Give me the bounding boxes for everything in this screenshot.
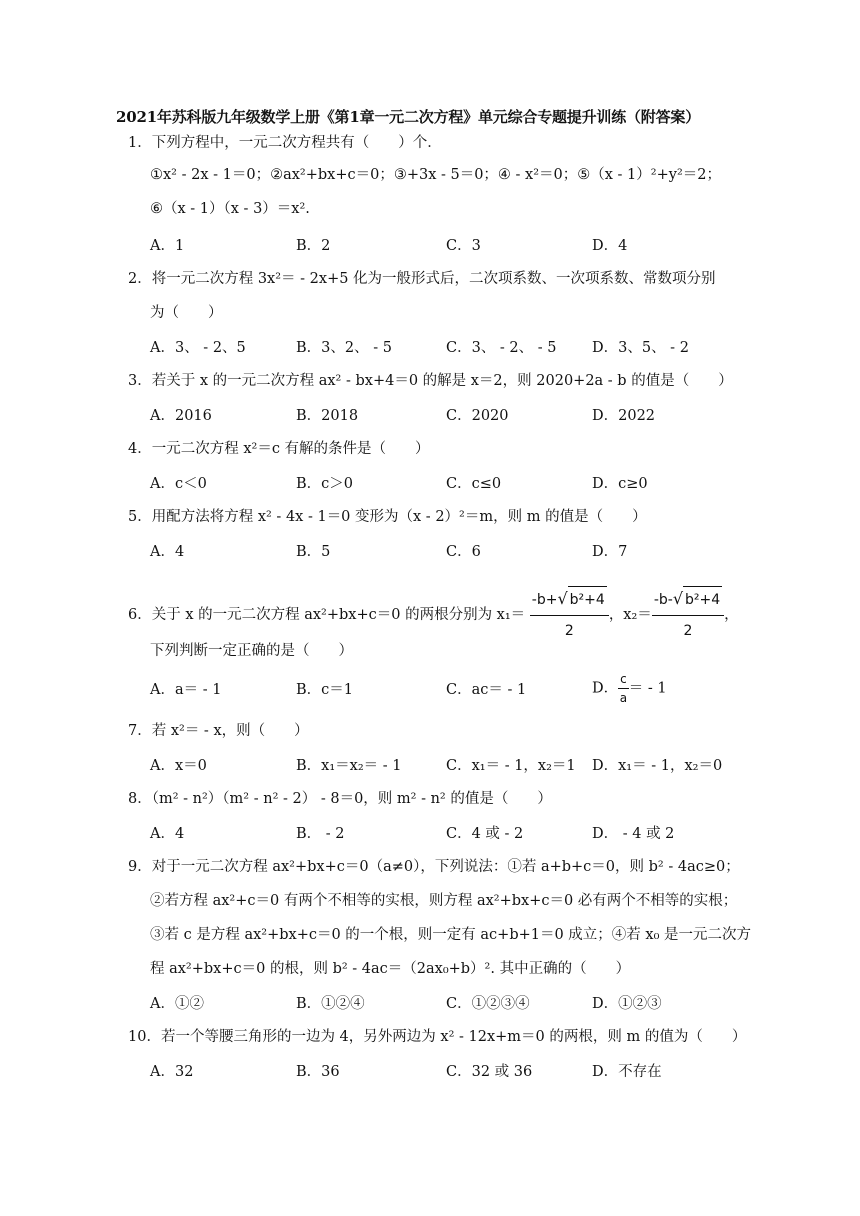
question-2-line-1: 为（ ） [150,305,223,321]
question-1 [128,132,738,154]
question-2-options [150,336,750,358]
option-d[interactable]: D． - 4 或 2 [592,826,675,842]
question-7-options [150,754,750,776]
option-a[interactable]: A．4 [150,544,185,560]
option-a[interactable]: A．2016 [150,408,212,424]
question-9-stem: 9．对于一元二次方程 ax²+bx+c＝0（a≠0），下列说法：①若 a+b+c＝0，则 b² - 4ac≥0； [128,859,740,875]
question-9-options [150,992,750,1014]
root-x2-radicand: b²+4 [683,586,722,613]
question-9-line-3: 程 ax²+bx+c＝0 的根，则 b² - 4ac＝（2ax₀+b）². 其中正确的（ ） [150,961,631,977]
option-b[interactable]: B．36 [296,1064,340,1080]
root-x1-prefix: -b+ [531,592,558,608]
option-b[interactable]: B． - 2 [296,826,345,842]
option-c[interactable]: C．6 [446,544,481,560]
option-b[interactable]: B．2 [296,238,331,254]
option-c[interactable]: C．3 [446,238,481,254]
root-x2-fraction [652,586,724,644]
option-a[interactable]: A．x＝0 [150,758,207,774]
option-c[interactable]: C．2020 [446,408,509,424]
option-b[interactable]: B．①②④ [296,996,365,1012]
option-d[interactable]: D．c≥0 [592,476,648,492]
question-1-stem: 1．下列方程中，一元二次方程共有（ ）个． [128,135,442,151]
option-c[interactable]: C．①②③④ [446,996,530,1012]
question-2-stem: 2．将一元二次方程 3x²＝ - 2x+5 化为一般形式后，二次项系数、一次项系数、常数项分别 [128,271,716,287]
question-6-line-1: 下列判断一定正确的是（ ） [150,643,353,659]
option-c[interactable]: C．c≤0 [446,476,502,492]
question-10-stem: 10．若一个等腰三角形的一边为 4，另外两边为 x² - 12x+m＝0 的两根，则 m 的值为（ ） [128,1029,747,1045]
option-b[interactable]: B．c＞0 [296,476,354,492]
question-6-stem [128,586,748,644]
question-6-comma: ， [724,607,739,623]
option-d-fraction [618,672,629,705]
root-x1-radicand: b²+4 [568,586,607,613]
option-d[interactable]: D．2022 [592,408,656,424]
question-5-stem: 5．用配方法将方程 x² - 4x - 1＝0 变形为（x - 2）²＝m，则 m 的值是（ ） [128,509,647,525]
option-c[interactable]: C．4 或 - 2 [446,826,524,842]
option-b[interactable]: B．2018 [296,408,359,424]
root-x2-prefix: -b- [653,592,673,608]
question-9-line-2: ③若 c 是方程 ax²+bx+c＝0 的一个根，则一定有 ac+b+1＝0 成立；④若 x₀ 是一元二次方 [150,927,752,943]
question-8-options [150,822,750,844]
question-4-options [150,472,750,494]
option-d[interactable] [592,672,667,705]
option-a[interactable]: A．32 [150,1064,194,1080]
root-x1-denominator: 2 [564,623,574,639]
option-a[interactable]: A．a＝ - 1 [150,682,222,698]
option-a[interactable]: A．1 [150,238,185,254]
option-c[interactable]: C．3、 - 2、 - 5 [446,340,557,356]
question-6-stem-text: 6．关于 x 的一元二次方程 ax²+bx+c＝0 的两根分别为 x₁＝ [128,607,526,623]
option-d[interactable]: D．7 [592,544,628,560]
option-b[interactable]: B．c＝1 [296,682,354,698]
root-x1-numerator [530,586,609,616]
option-d[interactable]: D．4 [592,238,628,254]
question-6-x2-label: ，x₂＝ [608,607,652,623]
root-x2-denominator: 2 [683,623,693,639]
option-a[interactable]: A．4 [150,826,185,842]
option-a[interactable]: A．①② [150,996,204,1012]
option-d-value: ＝ - 1 [628,680,667,697]
question-8-stem: 8．（m² - n²）（m² - n² - 2） - 8＝0，则 m² - n² 的值是（ ） [128,791,552,807]
question-1-line-1: ①x² - 2x - 1＝0；②ax²+bx+c＝0；③+3x - 5＝0；④ - x²＝0；⑤（x - 1）²+y²＝2； [150,167,721,183]
option-d[interactable]: D．x₁＝ - 1，x₂＝0 [592,758,723,774]
question-3-stem: 3．若关于 x 的一元二次方程 ax² - bx+4＝0 的解是 x＝2，则 2020+2a - b 的值是（ ） [128,373,733,389]
option-b[interactable]: B．5 [296,544,331,560]
radical-sign-icon: √ [672,589,684,608]
question-1-line-2: ⑥（x - 1）（x - 3）＝x². [150,201,310,217]
option-d-label: D． [592,680,619,697]
option-d[interactable]: D．3、5、 - 2 [592,340,689,356]
option-d-denominator: a [619,691,628,705]
option-d[interactable]: D．①②③ [592,996,662,1012]
option-b[interactable]: B．x₁＝x₂＝ - 1 [296,758,402,774]
option-c[interactable]: C．x₁＝ - 1，x₂＝1 [446,758,576,774]
option-b[interactable]: B．3、2、 - 5 [296,340,392,356]
option-c[interactable]: C．ac＝ - 1 [446,682,527,698]
option-d-numerator: c [618,672,629,689]
question-6-options [150,672,750,708]
root-x1-fraction [530,586,609,644]
question-1-options [150,234,750,256]
option-a[interactable]: A．3、 - 2、5 [150,340,246,356]
question-10-options [150,1060,750,1082]
root-x2-numerator [652,586,724,616]
question-7-stem: 7．若 x²＝ - x，则（ ） [128,723,309,739]
radical-sign-icon: √ [557,589,568,608]
question-9-line-1: ②若方程 ax²+c＝0 有两个不相等的实根，则方程 ax²+bx+c＝0 必有两个不相等的实根； [150,893,738,909]
question-4-stem: 4．一元二次方程 x²＝c 有解的条件是（ ） [128,441,430,457]
option-c[interactable]: C．32 或 36 [446,1064,533,1080]
option-d[interactable]: D．不存在 [592,1064,662,1080]
option-a[interactable]: A．c＜0 [150,476,207,492]
question-3-options [150,404,750,426]
question-5-options [150,540,750,562]
page-title: 2021年苏科版九年级数学上册《第1章一元二次方程》单元综合专题提升训练（附答案） [116,108,700,126]
